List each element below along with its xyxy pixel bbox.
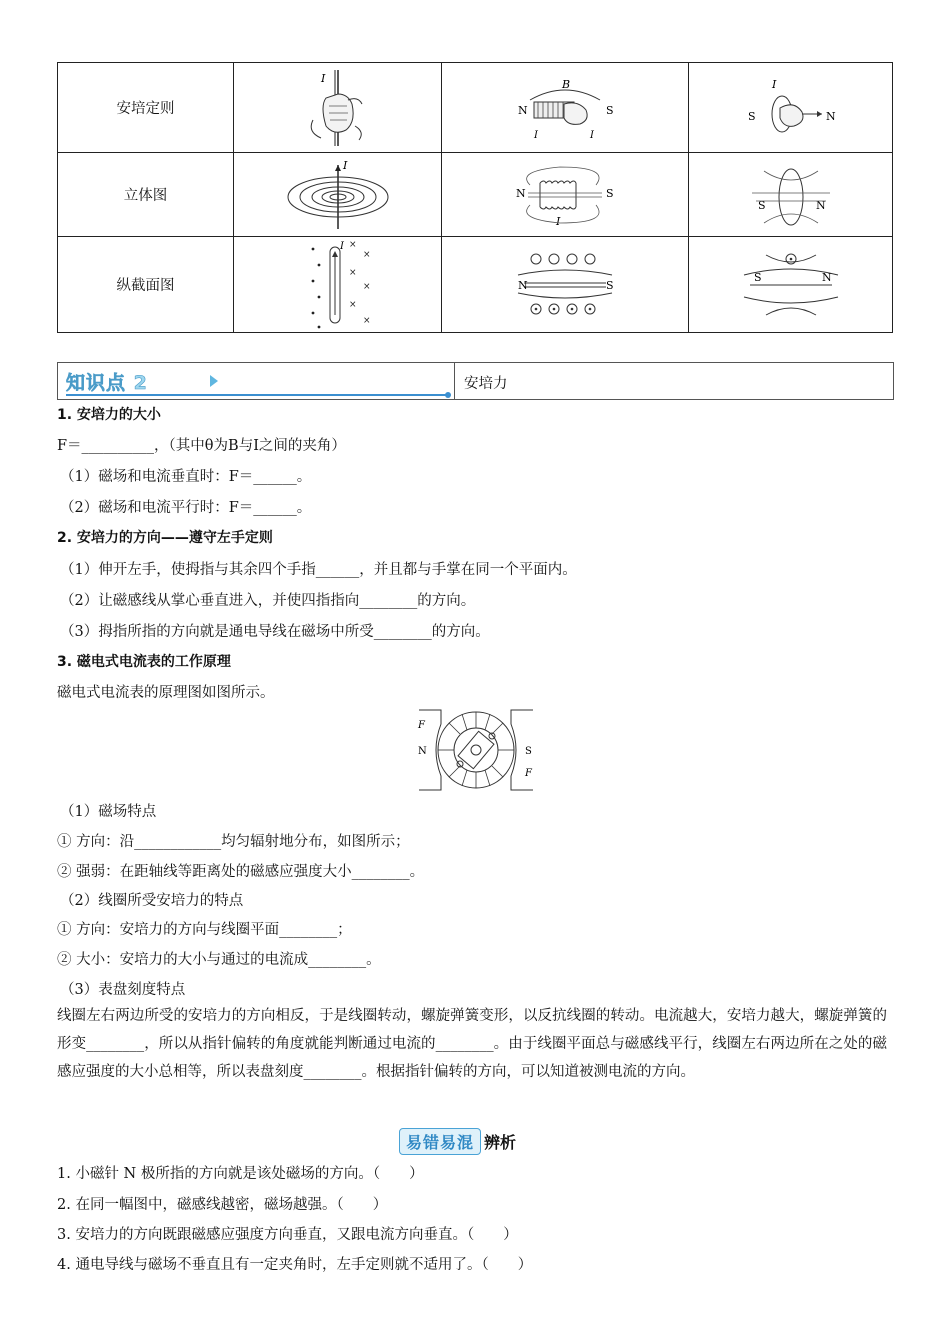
south-label: S — [757, 198, 766, 212]
list-item: 4. 通电导线与磁场不垂直且有一定夹角时，左手定则就不适用了。（ ） — [57, 1257, 533, 1273]
current-label-i: I — [320, 71, 325, 85]
figure-solenoid-hand — [442, 63, 689, 153]
cross-mark: × — [348, 239, 357, 250]
force-label: F — [525, 768, 532, 779]
north-label: N — [518, 103, 528, 117]
figure-loop-hand — [689, 63, 893, 153]
figure-wire-cross-section — [234, 237, 442, 333]
figure-solenoid-cross-section — [442, 237, 689, 333]
list-item: （1）伸开左手，使拇指与其余四个手指______，并且都与手掌在同一个平面内。 — [60, 562, 577, 578]
south-label: S — [606, 186, 614, 200]
current-label-i: I — [534, 129, 538, 141]
table-row — [58, 153, 893, 237]
figure-loop-field — [689, 153, 893, 237]
cross-mark: × — [348, 299, 357, 310]
south-label: S — [525, 746, 532, 757]
row-label-3d-view: 立体图 — [58, 153, 234, 237]
current-label-i: I — [590, 129, 594, 141]
south-label: S — [606, 103, 614, 117]
current-label-i: I — [771, 77, 776, 91]
section-heading: 1. 安培力的大小 — [57, 407, 161, 423]
explanation-paragraph: 线圈左右两边所受的安培力的方向相反，于是线圈转动，螺旋弹簧变形，以反抗线圈的转动。电流越大，安培力越大，螺旋弹簧的形变________，所以从指针偏转的角度就能判断通过电流的________。由于线圈平面总与磁感线平行，线圈左右两边所在之处的磁感应强度的大小总相等，所以表盘刻度________。根据指针偏转的方向，可以知道被测电流的方向。 — [57, 1008, 887, 1080]
list-item: （2）磁场和电流平行时：F＝______。 — [60, 500, 312, 516]
figure-solenoid-field — [442, 153, 689, 237]
figure-loop-cross-section — [689, 237, 893, 333]
list-item: （2）让磁感线从掌心垂直进入，并使四指指向________的方向。 — [60, 593, 476, 609]
cross-mark: × — [348, 267, 357, 278]
section-heading: 3. 磁电式电流表的工作原理 — [57, 654, 231, 670]
north-label: N — [815, 198, 826, 212]
list-item: ② 大小：安培力的大小与通过的电流成________。 — [57, 952, 381, 968]
dot-icon — [445, 392, 451, 398]
north-label: N — [516, 186, 526, 200]
list-item: 1. 小磁针 N 极所指的方向就是该处磁场的方向。（ ） — [57, 1166, 424, 1182]
knowledge-point-header — [57, 362, 894, 400]
divider-line — [66, 394, 448, 396]
table-row — [58, 63, 893, 153]
current-label-i: I — [556, 214, 561, 228]
list-item: ② 强弱：在距轴线等距离处的磁感应强度大小________。 — [57, 864, 425, 880]
row-label-cross-section: 纵截面图 — [58, 237, 234, 333]
mistakes-badge-suffix: 辨析 — [484, 1133, 517, 1152]
current-label-i: I — [342, 158, 347, 172]
field-label-b: B — [562, 77, 571, 91]
triangle-arrow-icon — [210, 375, 218, 387]
knowledge-badge-area — [58, 363, 455, 399]
north-label: N — [418, 746, 427, 757]
cross-mark: × — [362, 281, 371, 292]
knowledge-title: 安培力 — [464, 376, 508, 392]
force-label: F — [418, 720, 425, 731]
north-label: N — [825, 109, 836, 123]
formula-line: F＝__________，（其中θ为B与I之间的夹角） — [57, 438, 346, 454]
current-label-i: I — [339, 240, 344, 252]
list-item: 2. 在同一幅图中，磁感线越密，磁场越强。（ ） — [57, 1197, 388, 1213]
north-label: N — [518, 278, 528, 292]
table-row — [58, 237, 893, 333]
galvanometer-figure — [415, 708, 537, 792]
list-item: 3. 安培力的方向既跟磁感应强度方向垂直，又跟电流方向垂直。（ ） — [57, 1227, 518, 1243]
mistakes-badge-label: 易错易混 — [399, 1128, 481, 1155]
list-item: ① 方向：沿____________均匀辐射地分布，如图所示； — [57, 834, 410, 850]
south-label: S — [606, 278, 614, 292]
sub-heading: （3）表盘刻度特点 — [60, 982, 186, 998]
mistakes-badge — [399, 1128, 516, 1154]
sub-heading: （1）磁场特点 — [60, 804, 157, 820]
sub-heading: （2）线圈所受安培力的特点 — [60, 893, 244, 909]
north-label: N — [821, 270, 832, 284]
cross-mark: × — [362, 315, 371, 326]
figure-straight-wire-hand — [234, 63, 442, 153]
list-item: （3）拇指所指的方向就是通电导线在磁场中所受________的方向。 — [60, 624, 490, 640]
list-item: （1）磁场和电流垂直时：F＝______。 — [60, 469, 312, 485]
knowledge-badge: 知识点 2 — [66, 372, 148, 394]
south-label: S — [747, 109, 756, 123]
ampere-rule-table — [57, 62, 893, 333]
figure-concentric-field — [234, 153, 442, 237]
section-heading: 2. 安培力的方向——遵守左手定则 — [57, 530, 273, 546]
south-label: S — [753, 270, 762, 284]
intro-text: 磁电式电流表的原理图如图所示。 — [57, 685, 275, 701]
cross-mark: × — [362, 249, 371, 260]
row-label-ampere-rule: 安培定则 — [58, 63, 234, 153]
list-item: ① 方向：安培力的方向与线圈平面________； — [57, 922, 352, 938]
